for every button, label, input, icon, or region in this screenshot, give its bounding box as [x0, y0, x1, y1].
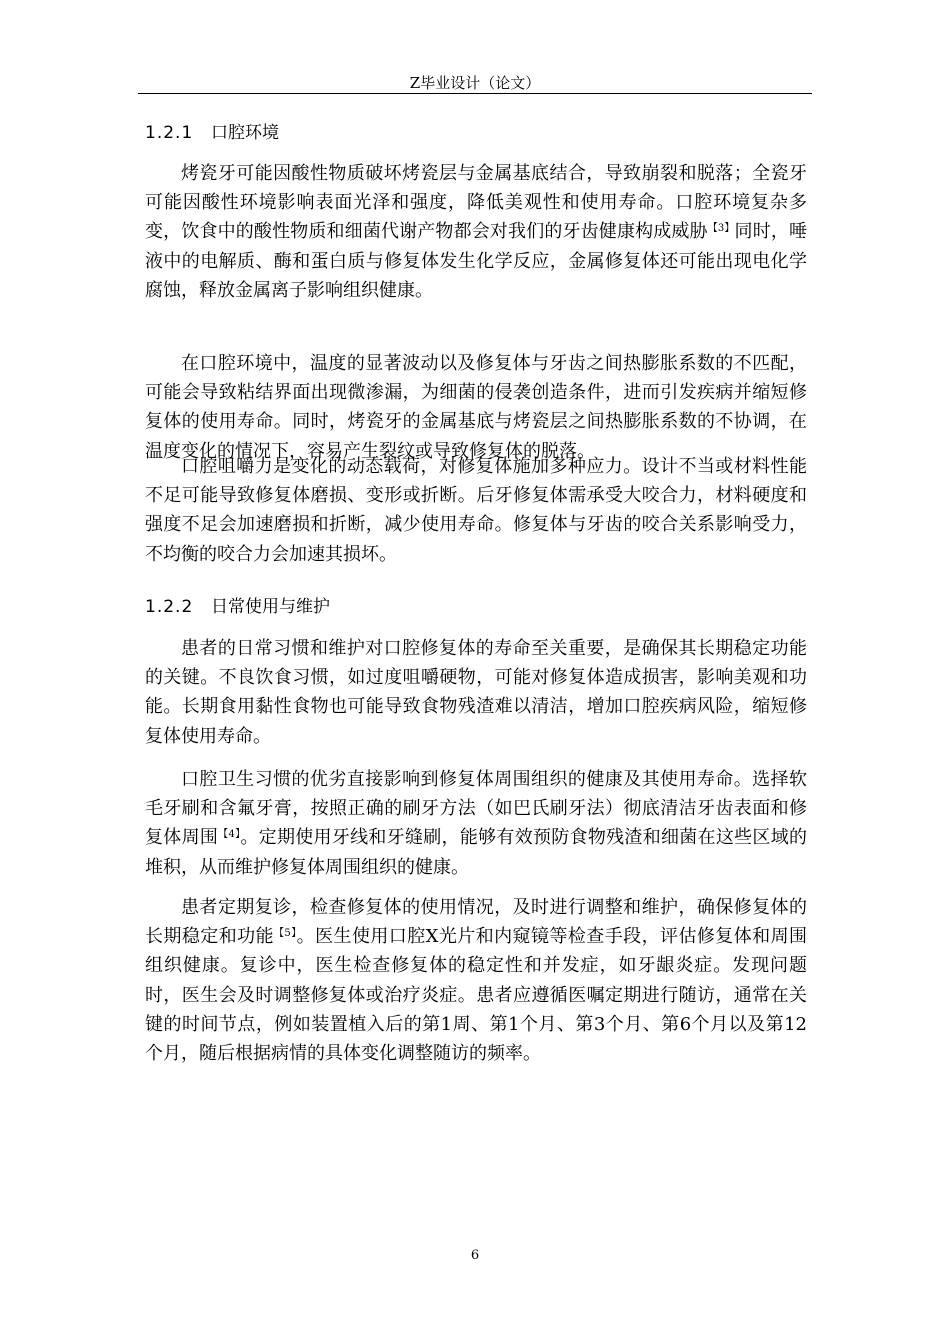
section-title: 口腔环境: [211, 123, 279, 143]
page-number: 6: [470, 1248, 480, 1263]
header-divider: [138, 93, 812, 94]
paragraph-text: 。定期使用牙线和牙缝刷，能够有效预防食物残渣和细菌在这些区域的堆积，从而维护修复体周围组织的健康。: [145, 827, 808, 878]
citation-marker: 【3】: [707, 223, 735, 235]
section-heading-daily-use-maintenance: [145, 597, 330, 617]
paragraph-text: 口腔卫生习惯的优劣直接影响到修复体周围组织的健康及其使用寿命。选择软毛牙刷和含氟牙膏，按照正确的刷牙方法（如巴氏刷牙法）彻底清洁牙齿表面和修复体周围: [145, 769, 807, 849]
paragraph: 口腔咀嚼力是变化的动态载荷，对修复体施加多种应力。设计不当或材料性能不足可能导致修复体磨损、变形或折断。后牙修复体需承受大咬合力，材料硬度和强度不足会加速磨损和折断，减少使用寿命。修复体与牙齿的咬合关系影响受力，不均衡的咬合力会加速其损坏。: [145, 456, 807, 565]
paragraph-text: 烤瓷牙可能因酸性物质破坏烤瓷层与金属基底结合，导致崩裂和脱落；全瓷牙可能因酸性环境影响表面光泽和强度，降低美观性和使用寿命。口腔环境复杂多变，饮食中的酸性物质和细菌代谢产物都会对我们的牙齿健康构成威胁: [145, 163, 807, 243]
citation-marker: 【5】: [274, 928, 297, 940]
citation-marker: 【4】: [218, 829, 241, 841]
section-number: 1.2.2: [145, 597, 194, 617]
section-number: 1.2.1: [145, 123, 194, 143]
paragraph-text: 。医生使用口腔X光片和内窥镜等检查手段，评估修复体和周围组织健康。复诊中，医生检查修复体的稳定性和并发症，如牙龈炎症。发现问题时，医生会及时调整修复体或治疗炎症。患者应遵循医嘱定期进行随访，通常在关键的时间节点，例如装置植入后的第1周、第1个月、第3个月、第6个月以及第12个月，随后根据病情的具体变化调整随访的频率。: [145, 926, 808, 1065]
paragraph-text: 同时，唾液中的电解质、酶和蛋白质与修复体发生化学反应，金属修复体还可能出现电化学腐蚀，释放金属离子影响组织健康。: [145, 221, 808, 301]
paragraph: [145, 893, 807, 1068]
paragraph-text: 患者定期复诊，检查修复体的使用情况，及时进行调整和维护，确保修复体的长期稳定和功能: [145, 897, 807, 948]
paragraph: 患者的日常习惯和维护对口腔修复体的寿命至关重要，是确保其长期稳定功能的关键。不良饮食习惯，如过度咀嚼硬物，可能对修复体造成损害，影响美观和功能。长期食用黏性食物也可能导致食物残渣难以清洁，增加口腔疾病风险，缩短修复体使用寿命。: [145, 638, 807, 747]
paragraph: [145, 765, 807, 882]
paragraph: 在口腔环境中，温度的显著波动以及修复体与牙齿之间热膨胀系数的不匹配，可能会导致粘结界面出现微渗漏，为细菌的侵袭创造条件，进而引发疾病并缩短修复体的使用寿命。同时，烤瓷牙的金属基底与烤瓷层之间热膨胀系数的不协调，在温度变化的情况下，容易产生裂纹或导致修复体的脱落。: [145, 353, 807, 462]
page-header-title: Z毕业设计（论文）: [409, 74, 541, 92]
section-title: 日常使用与维护: [211, 597, 330, 617]
paragraph: [145, 159, 807, 305]
section-heading-oral-environment: [145, 123, 279, 143]
